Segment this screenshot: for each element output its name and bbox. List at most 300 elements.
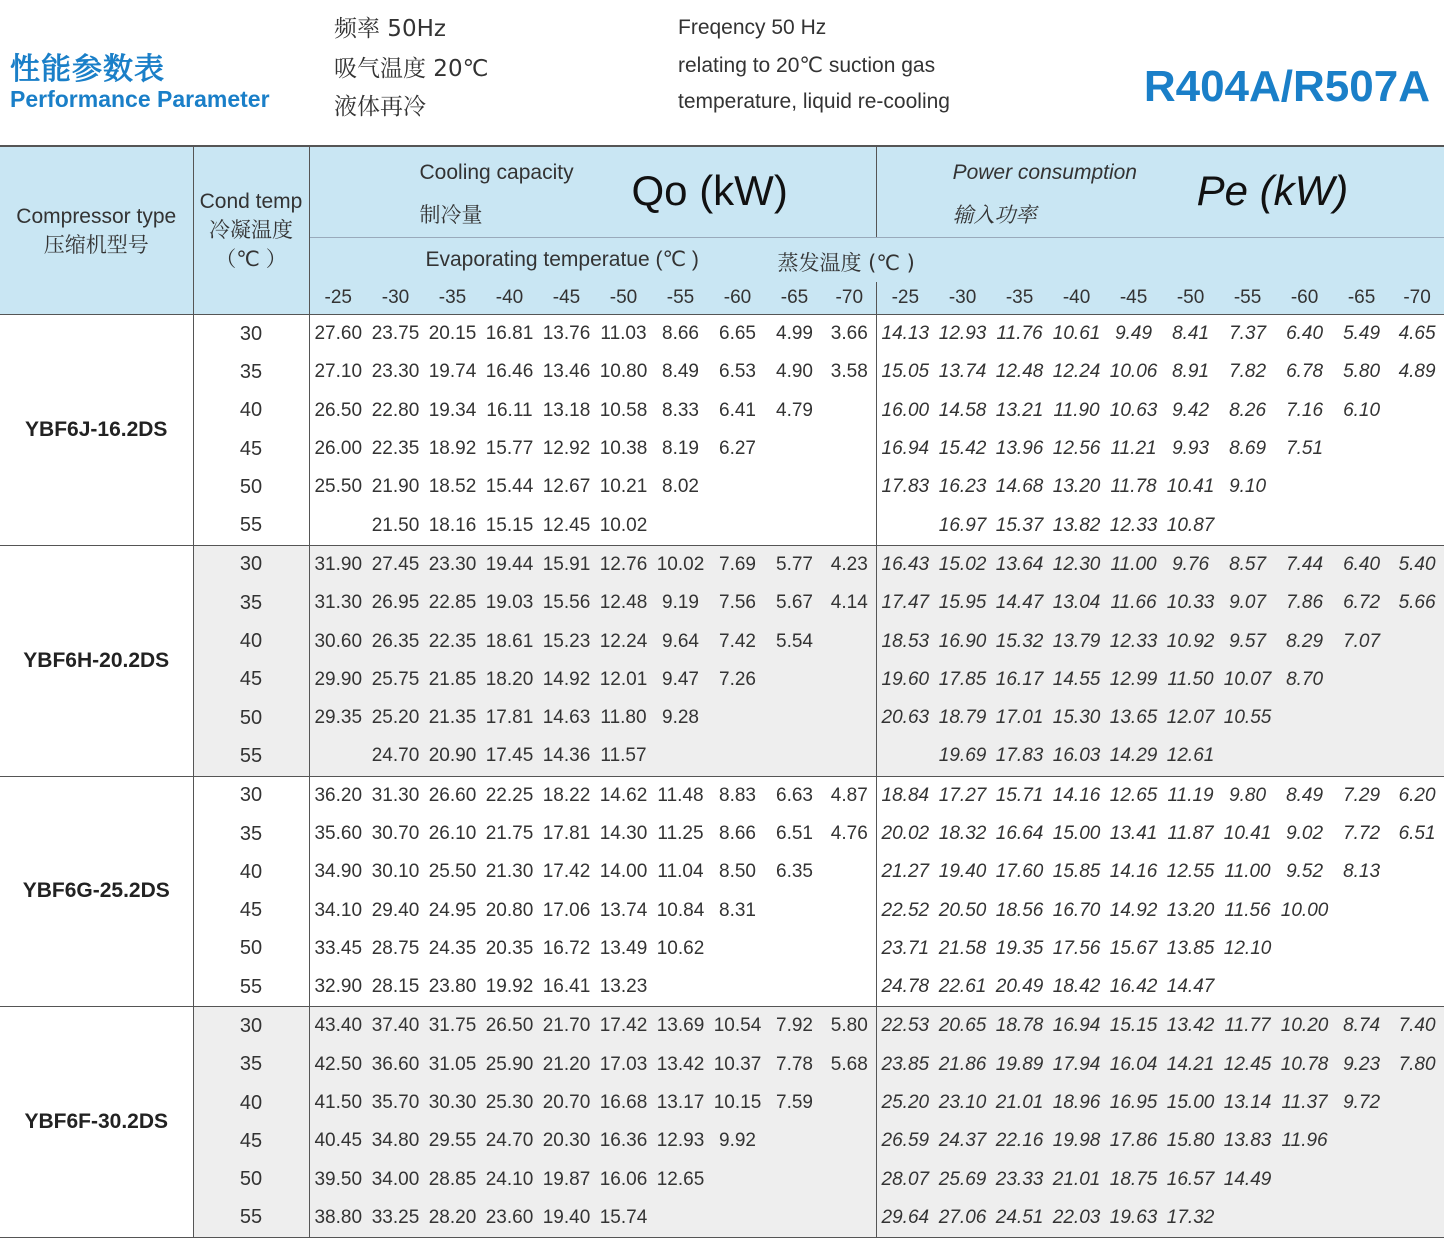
qo-value: 25.75 [367,661,424,699]
pe-value [1219,968,1276,1007]
qo-value: 21.50 [367,506,424,545]
pe-value: 12.99 [1105,661,1162,699]
pe-value [1333,1161,1390,1199]
refrigerant-label: R404A/R507A [1143,62,1430,111]
table-row [0,661,1444,699]
qo-value: 11.48 [657,784,704,806]
qo-value: 31.90 [309,545,367,584]
pe-value: 9.07 [1219,584,1276,622]
pe-value: 7.72 [1343,823,1381,844]
qo-value: 26.50 [481,1007,538,1046]
qo-value: 38.80 [309,1199,367,1238]
qo-value: 25.30 [481,1084,538,1122]
pe-value: 20.02 [881,823,930,844]
qo-value: 7.78 [766,1046,823,1084]
evaporating-temp-header [309,238,1444,283]
pe-value: 9.93 [1172,438,1210,460]
pe-value: 6.40 [1333,545,1390,584]
cond-temp-value: 40 [193,1084,309,1122]
pe-value: 14.47 [991,584,1048,622]
cond-temp-value: 55 [193,506,309,545]
qo-value: 17.06 [542,899,591,921]
qo-value: 8.31 [719,899,756,921]
pe-value: 13.82 [1048,506,1105,545]
pe-value: 13.83 [1219,1122,1276,1160]
pe-value [1276,506,1333,545]
pe-value: 14.92 [1109,899,1158,921]
qo-value: 7.42 [709,622,766,660]
table-row [0,1007,1444,1046]
pe-value: 16.57 [1162,1161,1219,1199]
qo-value [709,930,766,968]
pe-value: 11.90 [1053,399,1100,421]
cond-temp-value: 30 [193,315,309,354]
cooling-capacity-cn: 制冷量 [419,203,483,227]
cond-temp-value: 50 [193,1161,309,1199]
pe-value: 15.80 [1162,1122,1219,1160]
qo-value: 5.54 [766,622,823,660]
qo-value: 10.02 [595,506,652,545]
pe-value: 5.49 [1343,323,1381,345]
pe-value: 10.55 [1219,699,1276,737]
pe-value: 19.98 [1048,1122,1105,1160]
pe-value: 13.20 [1166,899,1215,921]
qo-value: 26.60 [428,784,477,806]
qo-value [709,1199,766,1238]
pe-value: 28.07 [876,1161,934,1199]
qo-value: 15.77 [485,438,534,460]
cond-temp-cn: 冷凝温度 [209,218,293,242]
qo-value: 30.70 [371,823,420,844]
table-row [0,315,1444,354]
pe-value: 23.33 [991,1161,1048,1199]
pe-value: 13.42 [1162,1007,1219,1046]
qo-value [709,506,766,545]
qo-value [823,737,876,776]
qo-value: 6.51 [776,823,813,844]
pe-value: 12.65 [1109,784,1158,806]
qo-value [823,661,876,699]
qo-value: 18.22 [542,784,591,806]
qo-value: 18.52 [428,476,477,498]
pe-value: 9.57 [1219,622,1276,660]
cond-temp-en: Cond temp [199,190,303,213]
qo-value: 10.15 [709,1084,766,1122]
qo-value: 9.92 [709,1122,766,1160]
qo-value: 34.00 [367,1161,424,1199]
qo-value: 26.10 [428,823,477,844]
qo-value [823,392,876,430]
pe-value: 8.29 [1276,622,1333,660]
condition-en-frequency: Freqency 50 Hz [678,16,827,39]
qo-value: 24.95 [428,899,477,921]
qo-value: 11.04 [657,861,704,883]
qo-value: 13.76 [542,323,591,345]
qo-value: 9.47 [652,661,709,699]
pe-value: 16.90 [934,622,991,660]
qo-value: 14.92 [538,661,595,699]
qo-value: 13.23 [595,968,652,1007]
compressor-type-cn: 压缩机型号 [43,232,149,257]
qo-value: 31.05 [424,1046,481,1084]
qo-value [709,699,766,737]
qo-value: 17.03 [595,1046,652,1084]
qo-value: 4.90 [776,361,813,383]
qo-value: 24.35 [428,937,477,959]
qo-value: 26.00 [314,438,363,460]
cond-temp-value: 30 [193,776,309,815]
qo-value: 4.87 [823,776,876,815]
qo-value: 13.74 [599,899,648,921]
qo-value [652,737,709,776]
qo-value: 29.35 [309,699,367,737]
pe-value: 14.68 [995,476,1044,498]
pe-value: 5.66 [1390,584,1444,622]
pe-evap-tick: -60 [1276,282,1333,315]
qo-value: 15.44 [485,476,534,498]
pe-value [1333,661,1390,699]
qo-value: 20.15 [428,323,477,345]
qo-value: 17.45 [481,737,538,776]
pe-value: 13.74 [938,361,987,383]
pe-value: 18.42 [1048,968,1105,1007]
qo-value: 18.61 [481,622,538,660]
evaporating-temp-en: Evaporating temperatue (℃ ) [425,248,699,271]
pe-value: 13.85 [1166,937,1215,959]
qo-value [766,737,823,776]
qo-value: 21.30 [485,861,534,883]
pe-value [876,506,934,545]
qo-value: 7.92 [766,1007,823,1046]
pe-value: 16.00 [881,399,930,421]
title-cn: 性能参数表 [10,52,165,87]
pe-value: 11.19 [1167,784,1214,806]
pe-value: 15.05 [881,361,930,383]
pe-value: 7.40 [1390,1007,1444,1046]
pe-value: 10.20 [1276,1007,1333,1046]
cond-temp-value: 55 [193,737,309,776]
pe-value [1276,1161,1333,1199]
qo-evap-tick: -70 [823,282,876,315]
qo-value: 23.30 [371,361,420,383]
pe-value: 9.02 [1286,823,1324,844]
pe-evap-tick: -50 [1162,282,1219,315]
qo-value [823,1084,876,1122]
pe-value: 16.03 [1048,737,1105,776]
pe-value [1333,1199,1390,1238]
pe-value: 14.16 [1052,784,1101,806]
table-row [0,506,1444,545]
power-consumption-en: Power consumption [952,161,1137,184]
pe-value: 15.37 [991,506,1048,545]
qo-evap-tick: -25 [309,282,367,315]
qo-evap-tick: -60 [709,282,766,315]
pe-value [1276,468,1333,506]
qo-value: 18.20 [481,661,538,699]
qo-value [652,1199,709,1238]
pe-value: 6.20 [1398,784,1436,806]
pe-value: 9.42 [1172,399,1210,421]
qo-value [652,506,709,545]
table-row [0,622,1444,660]
qo-value: 36.60 [367,1046,424,1084]
pe-value: 22.61 [934,968,991,1007]
pe-value: 10.41 [1223,823,1272,844]
pe-value [1390,1084,1444,1122]
pe-value: 9.76 [1162,545,1219,584]
qo-value: 12.93 [652,1122,709,1160]
pe-value: 9.49 [1115,323,1153,345]
qo-value [766,891,823,929]
qo-value: 7.59 [766,1084,823,1122]
table-row [0,584,1444,622]
pe-value [1333,737,1390,776]
qo-value: 26.95 [367,584,424,622]
qo-evap-tick: -45 [538,282,595,315]
compressor-model: YBF6J-16.2DS [0,315,193,546]
qo-value: 29.90 [309,661,367,699]
qo-value: 22.80 [371,399,420,421]
pe-value: 12.33 [1105,506,1162,545]
pe-value: 21.27 [881,861,930,883]
pe-value: 7.86 [1276,584,1333,622]
qo-value: 13.49 [599,937,648,959]
pe-value [1390,468,1444,506]
qo-value: 4.79 [776,399,813,421]
cond-temp-value: 50 [193,468,309,506]
pe-value [1333,930,1390,968]
pe-value: 11.50 [1162,661,1219,699]
pe-value [1390,891,1444,929]
condition-cn-suction: 吸气温度 20℃ [334,56,489,82]
pe-value: 14.16 [1109,861,1158,883]
pe-value: 8.57 [1219,545,1276,584]
qo-value [766,506,823,545]
pe-value: 24.37 [934,1122,991,1160]
pe-value [1219,506,1276,545]
qo-value: 29.40 [371,899,420,921]
qo-value [823,1122,876,1160]
table-row [0,1199,1444,1238]
qo-value: 17.42 [542,861,591,883]
pe-value: 16.17 [991,661,1048,699]
pe-value: 17.56 [1052,937,1101,959]
compressor-model: YBF6H-20.2DS [0,545,193,776]
pe-value [1333,1122,1390,1160]
pe-evap-tick: -55 [1219,282,1276,315]
qo-value: 11.80 [595,699,652,737]
pe-value: 14.13 [881,323,930,345]
qo-value: 15.15 [481,506,538,545]
qo-value: 13.17 [652,1084,709,1122]
table-row [0,815,1444,853]
qo-evap-tick: -30 [367,282,424,315]
pe-value: 26.59 [876,1122,934,1160]
power-consumption-unit: Pe (kW) [1196,167,1349,214]
table-row [0,353,1444,391]
qo-value: 19.74 [428,361,477,383]
qo-value: 20.30 [538,1122,595,1160]
cond-temp-unit: （℃ ） [215,248,287,271]
pe-value [1390,1199,1444,1238]
qo-value: 23.30 [424,545,481,584]
qo-value: 12.48 [595,584,652,622]
qo-value: 30.60 [309,622,367,660]
qo-value: 19.40 [538,1199,595,1238]
qo-value: 19.03 [481,584,538,622]
pe-value [1390,392,1444,430]
qo-value: 21.35 [424,699,481,737]
pe-value: 10.33 [1162,584,1219,622]
pe-value: 25.20 [876,1084,934,1122]
pe-value: 13.21 [995,399,1044,421]
qo-value: 25.20 [367,699,424,737]
power-consumption-header [876,146,1444,238]
qo-value: 20.70 [538,1084,595,1122]
qo-value: 23.80 [424,968,481,1007]
qo-value: 3.66 [823,315,876,354]
pe-value: 6.72 [1333,584,1390,622]
pe-value [1390,853,1444,891]
pe-value: 7.82 [1229,361,1267,383]
condition-cn-frequency: 频率 50Hz [334,16,446,42]
pe-value: 20.65 [934,1007,991,1046]
qo-value [823,699,876,737]
pe-value: 6.10 [1343,399,1381,421]
qo-value: 5.68 [823,1046,876,1084]
cooling-capacity-en: Cooling capacity [419,161,574,184]
pe-value [1276,968,1333,1007]
pe-value: 18.96 [1048,1084,1105,1122]
qo-value: 10.84 [656,899,705,921]
qo-value: 12.01 [595,661,652,699]
pe-value: 9.52 [1286,861,1324,883]
pe-value: 27.06 [934,1199,991,1238]
qo-value: 22.35 [371,438,420,460]
qo-value: 26.35 [367,622,424,660]
qo-value: 34.80 [367,1122,424,1160]
qo-value: 6.53 [719,361,756,383]
pe-value [876,737,934,776]
pe-value: 6.51 [1398,823,1436,844]
cond-temp-value: 50 [193,930,309,968]
pe-value: 12.30 [1048,545,1105,584]
qo-value: 19.87 [538,1161,595,1199]
pe-value: 7.29 [1343,784,1381,806]
qo-value: 17.81 [481,699,538,737]
pe-value: 20.50 [938,899,987,921]
pe-value: 10.41 [1166,476,1215,498]
qo-value: 16.46 [485,361,534,383]
pe-value: 15.95 [934,584,991,622]
pe-value: 19.63 [1105,1199,1162,1238]
pe-value: 19.60 [876,661,934,699]
qo-value: 16.72 [542,937,591,959]
pe-value: 15.00 [1162,1084,1219,1122]
qo-value: 7.69 [709,545,766,584]
qo-value: 13.69 [652,1007,709,1046]
qo-value: 33.25 [367,1199,424,1238]
compressor-type-en: Compressor type [16,204,177,228]
qo-value: 4.14 [823,584,876,622]
qo-value: 15.23 [538,622,595,660]
qo-value [766,1199,823,1238]
qo-value: 16.11 [486,399,533,421]
qo-value [652,968,709,1007]
qo-value: 24.10 [481,1161,538,1199]
qo-value: 10.38 [599,438,648,460]
pe-value: 11.87 [1167,823,1214,844]
pe-value: 22.03 [1048,1199,1105,1238]
cond-temp-value: 45 [193,661,309,699]
table-row [0,1046,1444,1084]
qo-value: 16.68 [595,1084,652,1122]
qo-value [823,1161,876,1199]
pe-value: 17.32 [1162,1199,1219,1238]
qo-value: 32.90 [309,968,367,1007]
qo-value: 4.23 [823,545,876,584]
qo-value: 4.76 [823,815,876,853]
qo-value: 7.56 [709,584,766,622]
pe-value: 17.83 [881,476,930,498]
pe-value: 9.72 [1333,1084,1390,1122]
cond-temp-value: 40 [193,622,309,660]
pe-value [1390,737,1444,776]
qo-value: 10.21 [599,476,648,498]
pe-value: 6.40 [1286,323,1324,345]
qo-value: 6.65 [719,323,756,345]
qo-value: 25.50 [428,861,477,883]
qo-value: 34.90 [314,861,363,883]
pe-value: 7.07 [1333,622,1390,660]
pe-value: 11.00 [1105,545,1162,584]
pe-value: 14.29 [1105,737,1162,776]
pe-value: 4.65 [1398,323,1436,345]
qo-value: 8.50 [719,861,756,883]
pe-value: 19.35 [995,937,1044,959]
pe-value: 12.55 [1166,861,1215,883]
qo-value: 3.58 [823,353,876,391]
qo-value [823,468,876,506]
cond-temp-value: 30 [193,545,309,584]
qo-value: 27.60 [314,323,363,345]
pe-value [1390,1161,1444,1199]
cond-temp-value: 55 [193,1199,309,1238]
compressor-model: YBF6F-30.2DS [0,1007,193,1238]
cond-temp-value: 35 [193,1046,309,1084]
qo-value: 22.25 [485,784,534,806]
qo-value: 12.76 [595,545,652,584]
qo-value: 35.70 [367,1084,424,1122]
page-header [0,0,1446,145]
qo-value: 10.54 [709,1007,766,1046]
qo-value [709,1161,766,1199]
pe-value: 7.44 [1276,545,1333,584]
qo-value: 24.70 [481,1122,538,1160]
pe-value: 18.79 [934,699,991,737]
pe-value: 8.69 [1229,438,1267,460]
qo-value [766,930,823,968]
qo-value: 27.10 [314,361,363,383]
qo-value: 10.02 [652,545,709,584]
pe-value: 9.23 [1333,1046,1390,1084]
qo-value: 21.75 [485,823,534,844]
qo-value: 26.50 [314,399,363,421]
qo-value: 14.00 [599,861,648,883]
qo-value: 28.75 [371,937,420,959]
qo-evap-tick: -50 [595,282,652,315]
qo-evap-tick: -65 [766,282,823,315]
